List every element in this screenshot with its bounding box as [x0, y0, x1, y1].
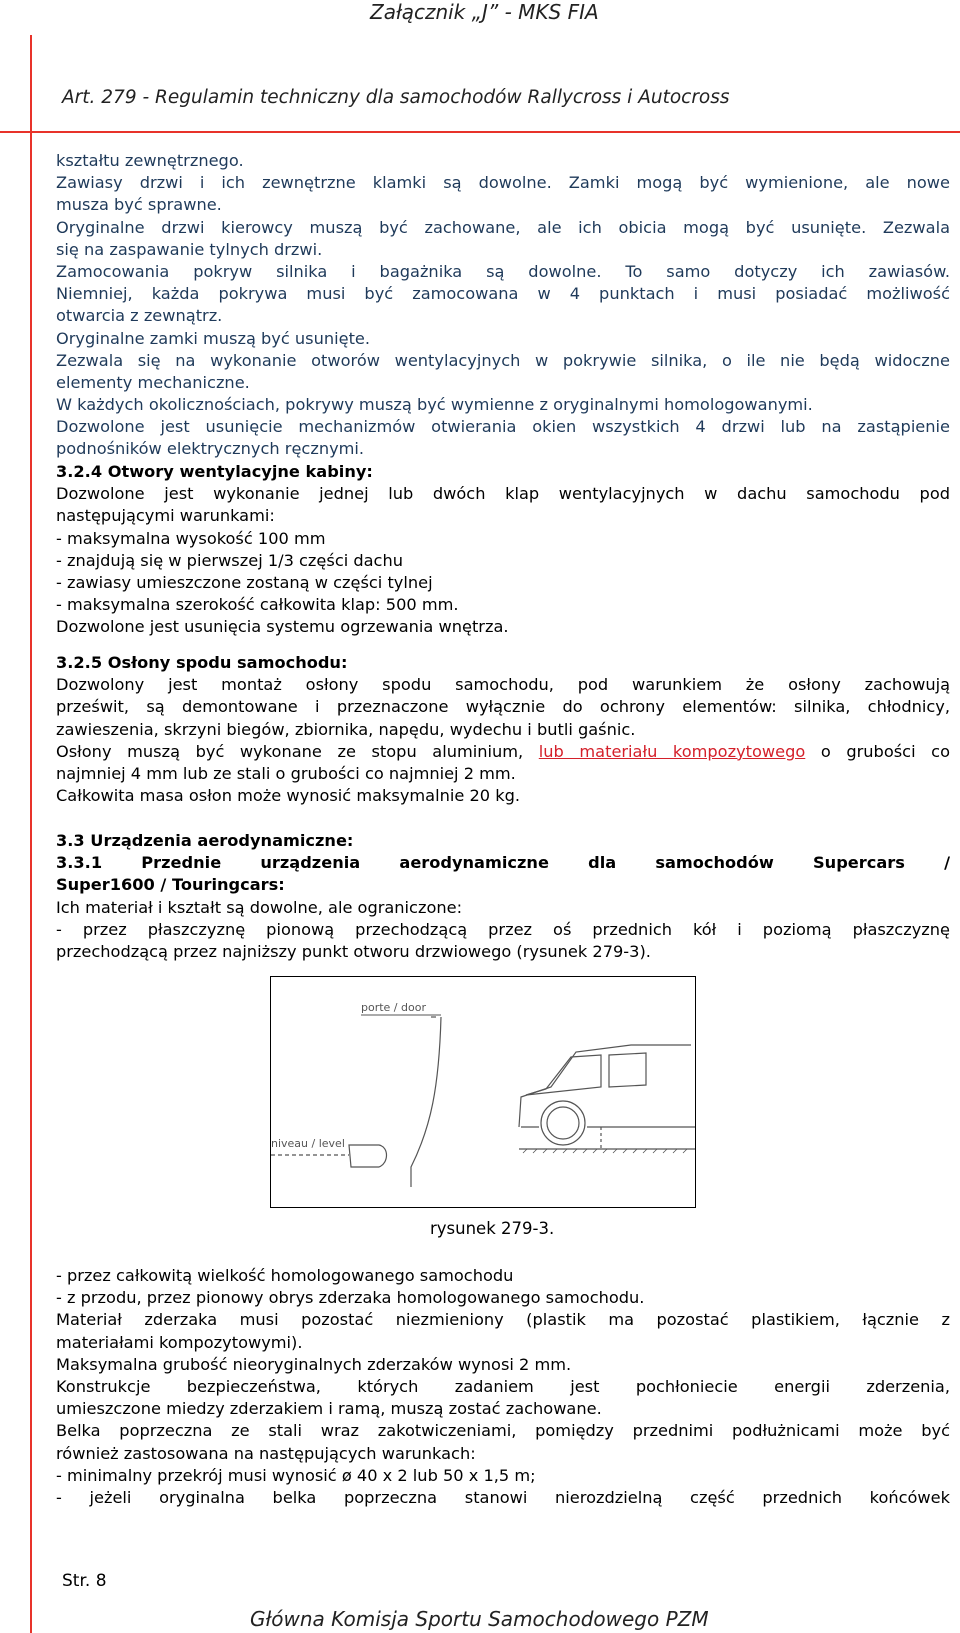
car-body — [519, 1045, 691, 1127]
section-3-2-4 — [56, 461, 950, 639]
text-line: - minimalny przekrój musi wynosić ø 40 x 2 lub 50 x 1,5 m; — [56, 1465, 536, 1485]
text-line: przechodzącą przez najniższy punkt otworu drzwiowego (rysunek 279-3). — [56, 941, 651, 961]
margin-rule-vertical — [30, 35, 32, 1633]
text-line: musza być sprawne. — [56, 195, 222, 215]
text-line: Dozwolone jest usunięcia systemu ogrzewania wnętrza. — [56, 617, 509, 637]
text-line: Zawiasy drzwi i ich zewnętrzne klamki są dowolne. Zamki mogą być wymienione, ale nowe — [56, 173, 950, 193]
text-line: otwarcia z zewnątrz. — [56, 306, 223, 326]
text-line: - z przodu, przez pionowy obrys zderzaka homologowanego samochodu. — [56, 1288, 645, 1308]
text-line: Ich materiał i kształt są dowolne, ale ograniczone: — [56, 897, 463, 917]
text-line: Zezwala się na wykonanie otworów wentylacyjnych w pokrywie silnika, o ile nie będą widoczne — [56, 350, 950, 370]
body-text-block — [56, 150, 950, 461]
text-line: podnośników elektrycznych ręcznymi. — [56, 439, 365, 459]
text-line: Dozwolone jest usunięcie mechanizmów otwierania okien wszystkich 4 drzwi lub na zastąpienie — [56, 417, 950, 437]
door-outline — [411, 1017, 441, 1187]
text-line: - przez całkowitą wielkość homologowanego samochodu — [56, 1266, 514, 1285]
text-line: prześwit, są demontowane i przeznaczone wyłącznie do ochrony elementów: silnika, chłodnicy, — [56, 697, 950, 717]
header-rule-horizontal — [0, 131, 960, 133]
text-line: Dozwolone jest wykonanie jednej lub dwóch klap wentylacyjnych w dachu samochodu pod — [56, 484, 950, 504]
text-line: Materiał zderzaka musi pozostać niezmieniony (plastik ma pozostać plastikiem, łącznie z — [56, 1310, 950, 1330]
subsection-heading: Super1600 / Touringcars: — [56, 875, 285, 895]
text-line: Konstrukcje bezpieczeństwa, których zadaniem jest pochłoniecie energii zderzenia, — [56, 1376, 950, 1396]
level-label: niveau / level — [271, 1137, 345, 1150]
text-line: Belka poprzeczna ze stali wraz zakotwiczeniami, pomiędzy przednimi podłużnicami może być — [56, 1421, 950, 1441]
text-line: materiałami kompozytowymi). — [56, 1332, 303, 1352]
text-line: Oryginalne drzwi kierowcy muszą być zachowane, ale ich obicia mogą być usunięte. Zezwala — [56, 217, 950, 237]
text-line: Niemniej, każda pokrywa musi być zamocowana w 4 punktach i musi posiadać możliwość — [56, 284, 950, 304]
text-line: - znajdują się w pierwszej 1/3 części dachu — [56, 550, 403, 570]
text-line: Zamocowania pokryw silnika i bagażnika są dowolne. To samo dotyczy ich zawiasów. — [56, 261, 950, 281]
text-line: zawieszenia, skrzyni biegów, zbiornika, napędu, wydechu i butli gaśnic. — [56, 719, 636, 739]
footer-text: Główna Komisja Sportu Samochodowego PZM — [250, 1607, 709, 1631]
text-line: kształtu zewnętrznego. — [56, 151, 244, 170]
text-line: umieszczone miedzy zderzakiem i ramą, muszą zostać zachowane. — [56, 1399, 602, 1419]
text-line: - przez płaszczyznę pionową przechodzącą przez oś przednich kół i poziomą płaszczyznę — [56, 919, 950, 939]
sill-shape — [349, 1145, 387, 1167]
text-line: się na zaspawanie tylnych drzwi. — [56, 239, 323, 259]
figure-drawing — [271, 977, 695, 1207]
document-subtitle: Art. 279 - Regulamin techniczny dla samochodów Rallycross i Autocross — [62, 87, 730, 108]
text-line: - jeżeli oryginalna belka poprzeczna stanowi nierozdzielną część przednich końcówek — [56, 1487, 950, 1507]
text-line: - zawiasy umieszczone zostaną w części tylnej — [56, 572, 433, 592]
section-3-2-5 — [56, 652, 950, 807]
text-line: Dozwolony jest montaż osłony spodu samochodu, pod warunkiem że osłony zachowują — [56, 675, 950, 695]
text-line: najmniej 4 mm lub ze stali o grubości co najmniej 2 mm. — [56, 763, 516, 783]
amended-text: lub materiału kompozytowego — [538, 741, 806, 761]
figure-caption: rysunek 279-3. — [430, 1219, 555, 1238]
text-line — [56, 741, 950, 763]
page-number: Str. 8 — [62, 1571, 107, 1591]
section-heading: 3.2.5 Osłony spodu samochodu: — [56, 653, 348, 672]
text-line: Maksymalna grubość nieoryginalnych zderzaków wynosi 2 mm. — [56, 1354, 572, 1374]
text-line: - maksymalna szerokość całkowita klap: 500 mm. — [56, 595, 459, 615]
text-fragment: o grubości co — [820, 741, 950, 761]
side-window — [609, 1053, 646, 1087]
text-line: - maksymalna wysokość 100 mm — [56, 528, 326, 548]
section-3-3 — [56, 830, 950, 963]
document-title: Załącznik „J” - MKS FIA — [370, 0, 599, 24]
section-heading: 3.2.4 Otwory wentylacyjne kabiny: — [56, 462, 373, 481]
subsection-heading: 3.3.1 Przednie urządzenia aerodynamiczne dla samochodów Supercars / — [56, 853, 950, 873]
text-line: W każdych okolicznościach, pokrywy muszą być wymienne z oryginalnymi homologowanymi. — [56, 395, 813, 415]
text-line: Całkowita masa osłon może wynosić maksymalnie 20 kg. — [56, 786, 520, 806]
text-line: Oryginalne zamki muszą być usunięte. — [56, 328, 371, 348]
text-line: elementy mechaniczne. — [56, 372, 250, 392]
text-line: następującymi warunkami: — [56, 506, 275, 526]
section-heading: 3.3 Urządzenia aerodynamiczne: — [56, 831, 354, 850]
text-line: również zastosowana na następujących warunkach: — [56, 1443, 476, 1463]
windshield — [526, 1055, 601, 1095]
text-fragment: Osłony muszą być wykonane ze stopu aluminium, — [56, 741, 524, 761]
door-label: porte / door — [361, 1001, 426, 1014]
figure-279-3 — [270, 976, 696, 1208]
body-text-block-lower — [56, 1265, 950, 1509]
